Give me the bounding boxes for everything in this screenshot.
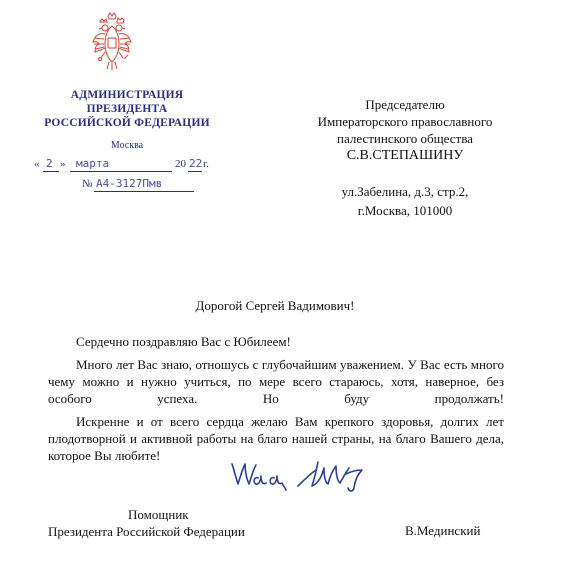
signer-name: В.Мединский bbox=[405, 523, 481, 538]
addressee-address bbox=[285, 182, 525, 220]
org-line-2: ПРЕЗИДЕНТА bbox=[86, 103, 168, 115]
date-line bbox=[32, 158, 222, 174]
addressee-line-1: Председателю bbox=[365, 97, 445, 112]
addressee-line-3: палестинского общества bbox=[337, 131, 473, 146]
date-open-quote: « bbox=[34, 158, 40, 170]
date-year-prefix: 20 bbox=[175, 158, 186, 170]
letter-body bbox=[48, 333, 504, 470]
address-line-2: г.Москва, 101000 bbox=[357, 203, 453, 218]
signer-position-line-2: Президента Российской Федерации bbox=[48, 524, 245, 539]
letterhead-organization bbox=[32, 88, 222, 130]
address-line-1: ул.Забелина, д.3, стр.2, bbox=[341, 184, 469, 199]
handwritten-signature bbox=[228, 456, 378, 496]
document-number: А4-3127Пмв bbox=[96, 177, 163, 190]
letterhead-city: Москва bbox=[110, 140, 144, 151]
date-month: марта bbox=[76, 157, 110, 170]
document-number-line bbox=[82, 178, 232, 194]
date-close-quote: » bbox=[60, 158, 66, 170]
addressee-block bbox=[255, 96, 555, 164]
letter-greeting: Дорогой Сергей Вадимович! bbox=[195, 298, 355, 313]
letter-paragraph-2: Много лет Вас знаю, отношусь с глубочайшим уважением. У Вас есть много чему можно и нужно учиться, по мере всего стараюсь, хотя, наверное, без особого успеха. Но буду продолжать! bbox=[48, 357, 504, 406]
addressee-name: С.В.СТЕПАШИНУ bbox=[346, 148, 464, 163]
date-year-suffix: 22 bbox=[189, 157, 203, 170]
signer-position bbox=[48, 506, 288, 540]
date-day: 2 bbox=[46, 157, 53, 170]
addressee-line-2: Императорского православного bbox=[317, 114, 493, 129]
org-line-3: РОССИЙСКОЙ ФЕДЕРАЦИИ bbox=[44, 117, 210, 129]
date-year-unit: г. bbox=[203, 158, 210, 170]
letter-paragraph-1: Сердечно поздравляю Вас с Юбилеем! bbox=[76, 334, 291, 349]
coat-of-arms-emblem bbox=[91, 12, 133, 72]
org-line-1: АДМИНИСТРАЦИЯ bbox=[70, 89, 184, 101]
letter-paragraph-3: Искренне и от всего сердца желаю Вам крепкого здоровья, долгих лет плодотворной и активной работы на благо нашей страны, на благо Вашего дела, которое Вы любите! bbox=[48, 414, 504, 463]
number-sign: № bbox=[82, 178, 93, 190]
signer-position-line-1: Помощник bbox=[128, 507, 189, 522]
